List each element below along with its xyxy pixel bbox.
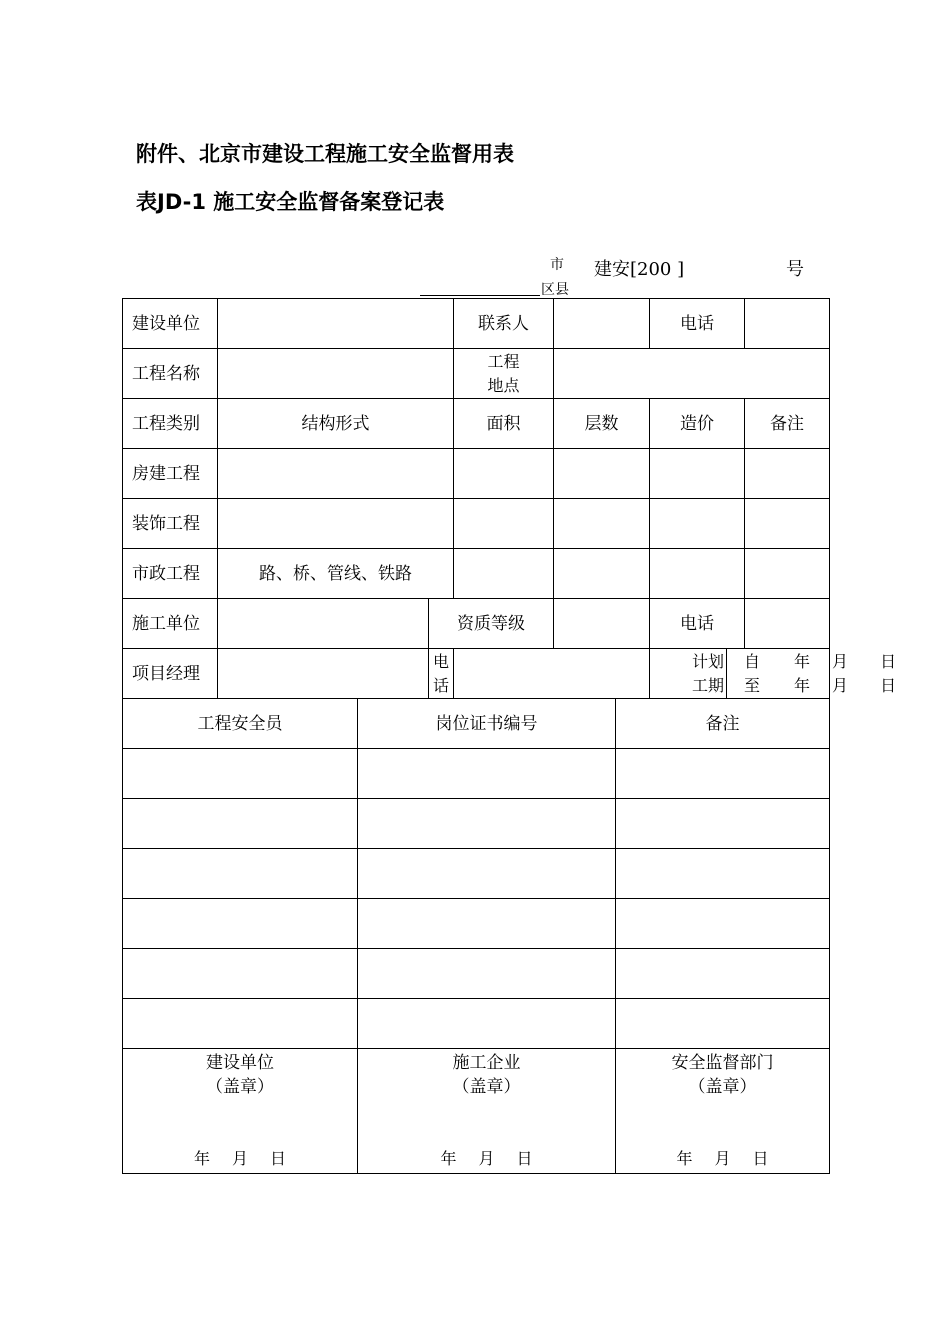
floors-label: 层数 bbox=[554, 399, 650, 449]
contractor-signature-date: 年 月 日 bbox=[440, 1149, 533, 1168]
municipal-types: 路、桥、管线、铁路 bbox=[218, 549, 454, 599]
housing-floors-field[interactable] bbox=[554, 449, 650, 499]
table-row bbox=[123, 849, 830, 899]
manager-label: 项目经理 bbox=[123, 649, 218, 699]
cost-label: 造价 bbox=[650, 399, 745, 449]
municipal-floors-field[interactable] bbox=[554, 549, 650, 599]
project-name-label: 工程名称 bbox=[123, 349, 218, 399]
manager-phone-label bbox=[429, 649, 454, 699]
cert-field[interactable] bbox=[358, 899, 616, 949]
remark-field[interactable] bbox=[616, 899, 830, 949]
area-label: 面积 bbox=[454, 399, 554, 449]
contractor-signature-title: 施工企业 bbox=[452, 1053, 521, 1073]
row-project-name bbox=[123, 349, 830, 399]
form-title: 表JD-1 施工安全监督备案登记表 bbox=[136, 190, 445, 214]
form-attachment-title: 附件、北京市建设工程施工安全监督用表 bbox=[136, 142, 514, 166]
safety-officer-label: 工程安全员 bbox=[123, 699, 358, 749]
supervisor-signature-date: 年 月 日 bbox=[676, 1149, 769, 1168]
contractor-label: 施工单位 bbox=[123, 599, 218, 649]
decoration-floors-field[interactable] bbox=[554, 499, 650, 549]
safety-officer-table bbox=[122, 698, 830, 1174]
cert-field[interactable] bbox=[358, 949, 616, 999]
cert-field[interactable] bbox=[358, 749, 616, 799]
housing-remark-field[interactable] bbox=[745, 449, 830, 499]
planned-period-dates bbox=[727, 649, 897, 699]
builder-label: 建设单位 bbox=[123, 299, 218, 349]
project-site-field[interactable] bbox=[554, 349, 830, 399]
row-manager bbox=[123, 649, 830, 699]
remark-field[interactable] bbox=[616, 849, 830, 899]
builder-field[interactable] bbox=[218, 299, 454, 349]
contractor-signature[interactable] bbox=[358, 1049, 616, 1174]
municipal-area-field[interactable] bbox=[454, 549, 554, 599]
decoration-area-field[interactable] bbox=[454, 499, 554, 549]
planned-period-label-line1: 计划 bbox=[692, 651, 725, 671]
header-district-blank-line bbox=[420, 295, 540, 296]
project-site-label-line1: 工程 bbox=[487, 351, 520, 371]
row-decoration bbox=[123, 499, 830, 549]
planned-period-label-line2: 工期 bbox=[692, 675, 725, 695]
supervisor-stamp-note: （盖章） bbox=[688, 1077, 757, 1097]
housing-label: 房建工程 bbox=[123, 449, 218, 499]
period-start-line: 自 年 月 日 bbox=[744, 651, 897, 671]
structure-label: 结构形式 bbox=[218, 399, 454, 449]
municipal-label: 市政工程 bbox=[123, 549, 218, 599]
safety-header-row bbox=[123, 699, 830, 749]
contractor-phone-field[interactable] bbox=[745, 599, 830, 649]
decoration-remark-field[interactable] bbox=[745, 499, 830, 549]
row-municipal bbox=[123, 549, 830, 599]
project-site-label bbox=[454, 349, 554, 399]
housing-structure-field[interactable] bbox=[218, 449, 454, 499]
table-row bbox=[123, 899, 830, 949]
builder-signature-date: 年 月 日 bbox=[193, 1149, 287, 1168]
planned-period-label bbox=[650, 649, 727, 699]
builder-phone-label: 电话 bbox=[650, 299, 745, 349]
officer-field[interactable] bbox=[123, 749, 358, 799]
remark-field[interactable] bbox=[616, 749, 830, 799]
officer-field[interactable] bbox=[123, 899, 358, 949]
registration-table bbox=[122, 298, 897, 699]
contractor-field[interactable] bbox=[218, 599, 429, 649]
table-row bbox=[123, 749, 830, 799]
project-name-field[interactable] bbox=[218, 349, 454, 399]
header-filing-code: 建安[200 ] bbox=[594, 259, 685, 280]
contractor-phone-label: 电话 bbox=[650, 599, 745, 649]
remark-field[interactable] bbox=[616, 799, 830, 849]
cert-field[interactable] bbox=[358, 849, 616, 899]
project-site-label-line2: 地点 bbox=[487, 375, 520, 395]
period-end-line: 至 年 月 日 bbox=[744, 675, 897, 695]
qualification-label: 资质等级 bbox=[429, 599, 554, 649]
manager-phone-label-line2: 话 bbox=[433, 675, 450, 695]
cert-field[interactable] bbox=[358, 999, 616, 1049]
supervisor-signature-title: 安全监督部门 bbox=[671, 1053, 774, 1073]
header-number-suffix: 号 bbox=[786, 259, 804, 280]
cert-number-label: 岗位证书编号 bbox=[358, 699, 616, 749]
officer-field[interactable] bbox=[123, 849, 358, 899]
table-row bbox=[123, 799, 830, 849]
row-builder bbox=[123, 299, 830, 349]
manager-phone-field[interactable] bbox=[454, 649, 650, 699]
officer-field[interactable] bbox=[123, 999, 358, 1049]
builder-stamp-note: （盖章） bbox=[206, 1077, 274, 1097]
supervisor-signature[interactable] bbox=[616, 1049, 830, 1174]
row-category-header bbox=[123, 399, 830, 449]
builder-signature-title: 建设单位 bbox=[206, 1053, 274, 1073]
row-contractor bbox=[123, 599, 830, 649]
cert-field[interactable] bbox=[358, 799, 616, 849]
safety-remark-label: 备注 bbox=[616, 699, 830, 749]
row-housing bbox=[123, 449, 830, 499]
remark-field[interactable] bbox=[616, 949, 830, 999]
manager-field[interactable] bbox=[218, 649, 429, 699]
table-row bbox=[123, 999, 830, 1049]
decoration-label: 装饰工程 bbox=[123, 499, 218, 549]
officer-field[interactable] bbox=[123, 799, 358, 849]
housing-area-field[interactable] bbox=[454, 449, 554, 499]
qualification-field[interactable] bbox=[554, 599, 650, 649]
contact-field[interactable] bbox=[554, 299, 650, 349]
contact-label: 联系人 bbox=[454, 299, 554, 349]
builder-signature[interactable] bbox=[123, 1049, 358, 1174]
housing-cost-field[interactable] bbox=[650, 449, 745, 499]
decoration-structure-field[interactable] bbox=[218, 499, 454, 549]
contractor-stamp-note: （盖章） bbox=[452, 1077, 521, 1097]
header-city: 市 bbox=[550, 257, 564, 273]
decoration-cost-field[interactable] bbox=[650, 499, 745, 549]
municipal-cost-field[interactable] bbox=[650, 549, 745, 599]
builder-phone-field[interactable] bbox=[745, 299, 830, 349]
signature-row bbox=[123, 1049, 830, 1174]
category-label: 工程类别 bbox=[123, 399, 218, 449]
manager-phone-label-line1: 电 bbox=[433, 651, 450, 671]
table-row bbox=[123, 949, 830, 999]
municipal-remark-field[interactable] bbox=[745, 549, 830, 599]
remark-field[interactable] bbox=[616, 999, 830, 1049]
remark-label: 备注 bbox=[745, 399, 830, 449]
officer-field[interactable] bbox=[123, 949, 358, 999]
header-district: 区县 bbox=[541, 282, 569, 298]
